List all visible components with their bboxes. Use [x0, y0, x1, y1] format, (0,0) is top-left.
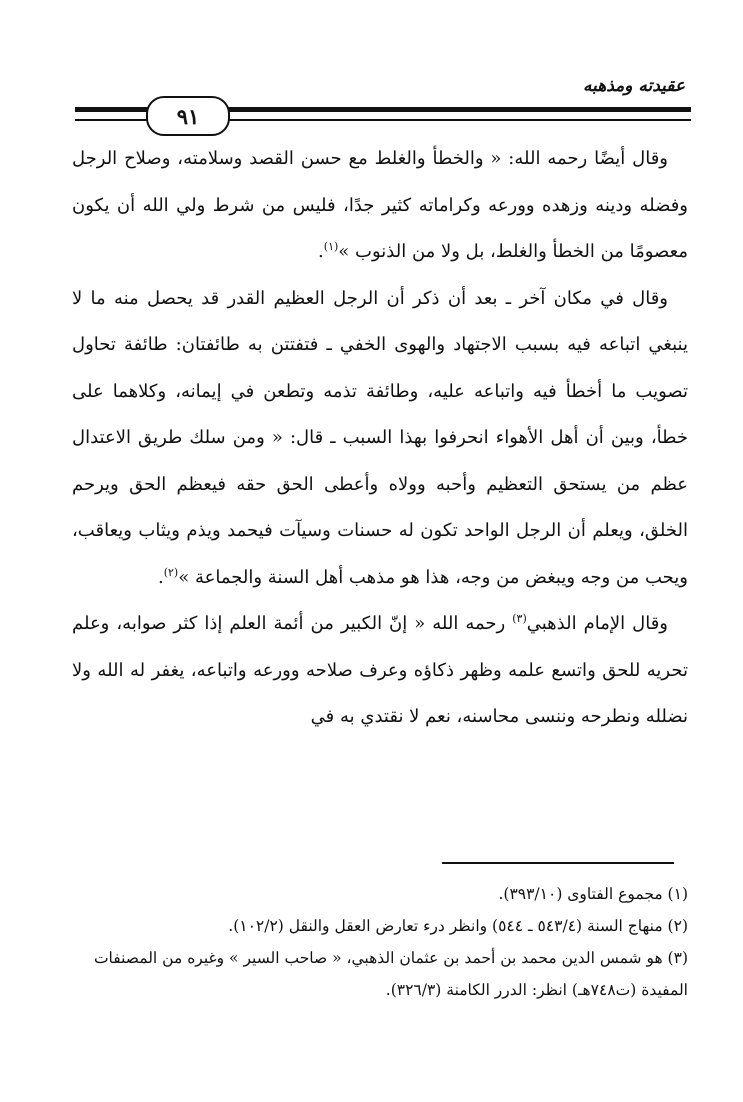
- main-text: [72, 136, 688, 741]
- paragraph-1-text: وقال أيضًا رحمه الله: « والخطأ والغلط مع حسن القصد وسلامته، وصلاح الرجل وفضله ودينه وزهده وورعه وكراماته كثير جدًا، فليس من شرط ولي الله أن يكون معصومًا من الخطأ والغلط، بل ولا من الذنوب »: [72, 148, 688, 262]
- paragraph-3-text-a: وقال الإمام الذهبي: [526, 613, 668, 634]
- page-number: ٩١: [146, 96, 230, 136]
- footnote-ref-2: (٢): [163, 565, 179, 579]
- footnotes: [72, 878, 688, 1006]
- paragraph-2-text: وقال في مكان آخر ـ بعد أن ذكر أن الرجل العظيم القدر قد يحصل منه ما لا ينبغي اتباعه فيه بسبب الاجتهاد والهوى الخفي ـ فتفتتن به طائفتان: طائفة تحاول تصويب ما أخطأ فيه واتباعه عليه، وطائفة تذمه وتطعن في إيمانه، وكلاهما على خطأ، وبين أن أهل الأهواء انحرفوا بهذا السبب ـ قال: « ومن سلك طريق الاعتدال عظم من يستحق التعظيم وأحبه وولاه وأعطى الحق حقه فيعظم الحق ويرحم الخلق، ويعلم أن الرجل الواحد تكون له حسنات وسيآت فيحمد ويذم ويثاب ويعاقب، ويحب من وجه ويبغض من وجه، هذا هو مذهب أهل السنة والجماعة »: [72, 287, 688, 588]
- footnote-separator: [442, 862, 674, 864]
- running-head: عقيدته ومذهبه: [582, 76, 685, 96]
- paragraph-1-end: .: [318, 241, 324, 262]
- paragraph-2-end: .: [157, 566, 164, 588]
- footnote-2: (٢) منهاج السنة (٥٤٣/٤ ـ ٥٤٤) وانظر درء تعارض العقل والنقل (١٠٢/٢).: [228, 917, 688, 935]
- footnote-ref-1: (١): [323, 240, 339, 253]
- footnote-3: (٣) هو شمس الدين محمد بن أحمد بن عثمان الذهبي، « صاحب السير » وغيره من المصنفات المفيدة (ت٧٤٨هـ) انظر: الدرر الكامنة (٣٢٦/٣).: [93, 949, 688, 999]
- footnote-ref-3: (٣): [512, 612, 527, 625]
- paragraph-3-text-b: رحمه الله « إنّ الكبير من أئمة العلم إذا كثر صوابه، وعلم تحريه للحق واتسع علمه وظهر ذكاؤه وعرف صلاحه وورعه واتباعه، يغفر له الله ولا نضلله ونطرحه وننسى محاسنه، نعم لا نقتدي به في: [72, 613, 688, 727]
- paragraph-1: [72, 136, 688, 276]
- paragraph-2: [72, 276, 688, 602]
- footnote-1: (١) مجموع الفتاوى (٣٩٣/١٠).: [498, 885, 688, 903]
- paragraph-3: [72, 601, 688, 741]
